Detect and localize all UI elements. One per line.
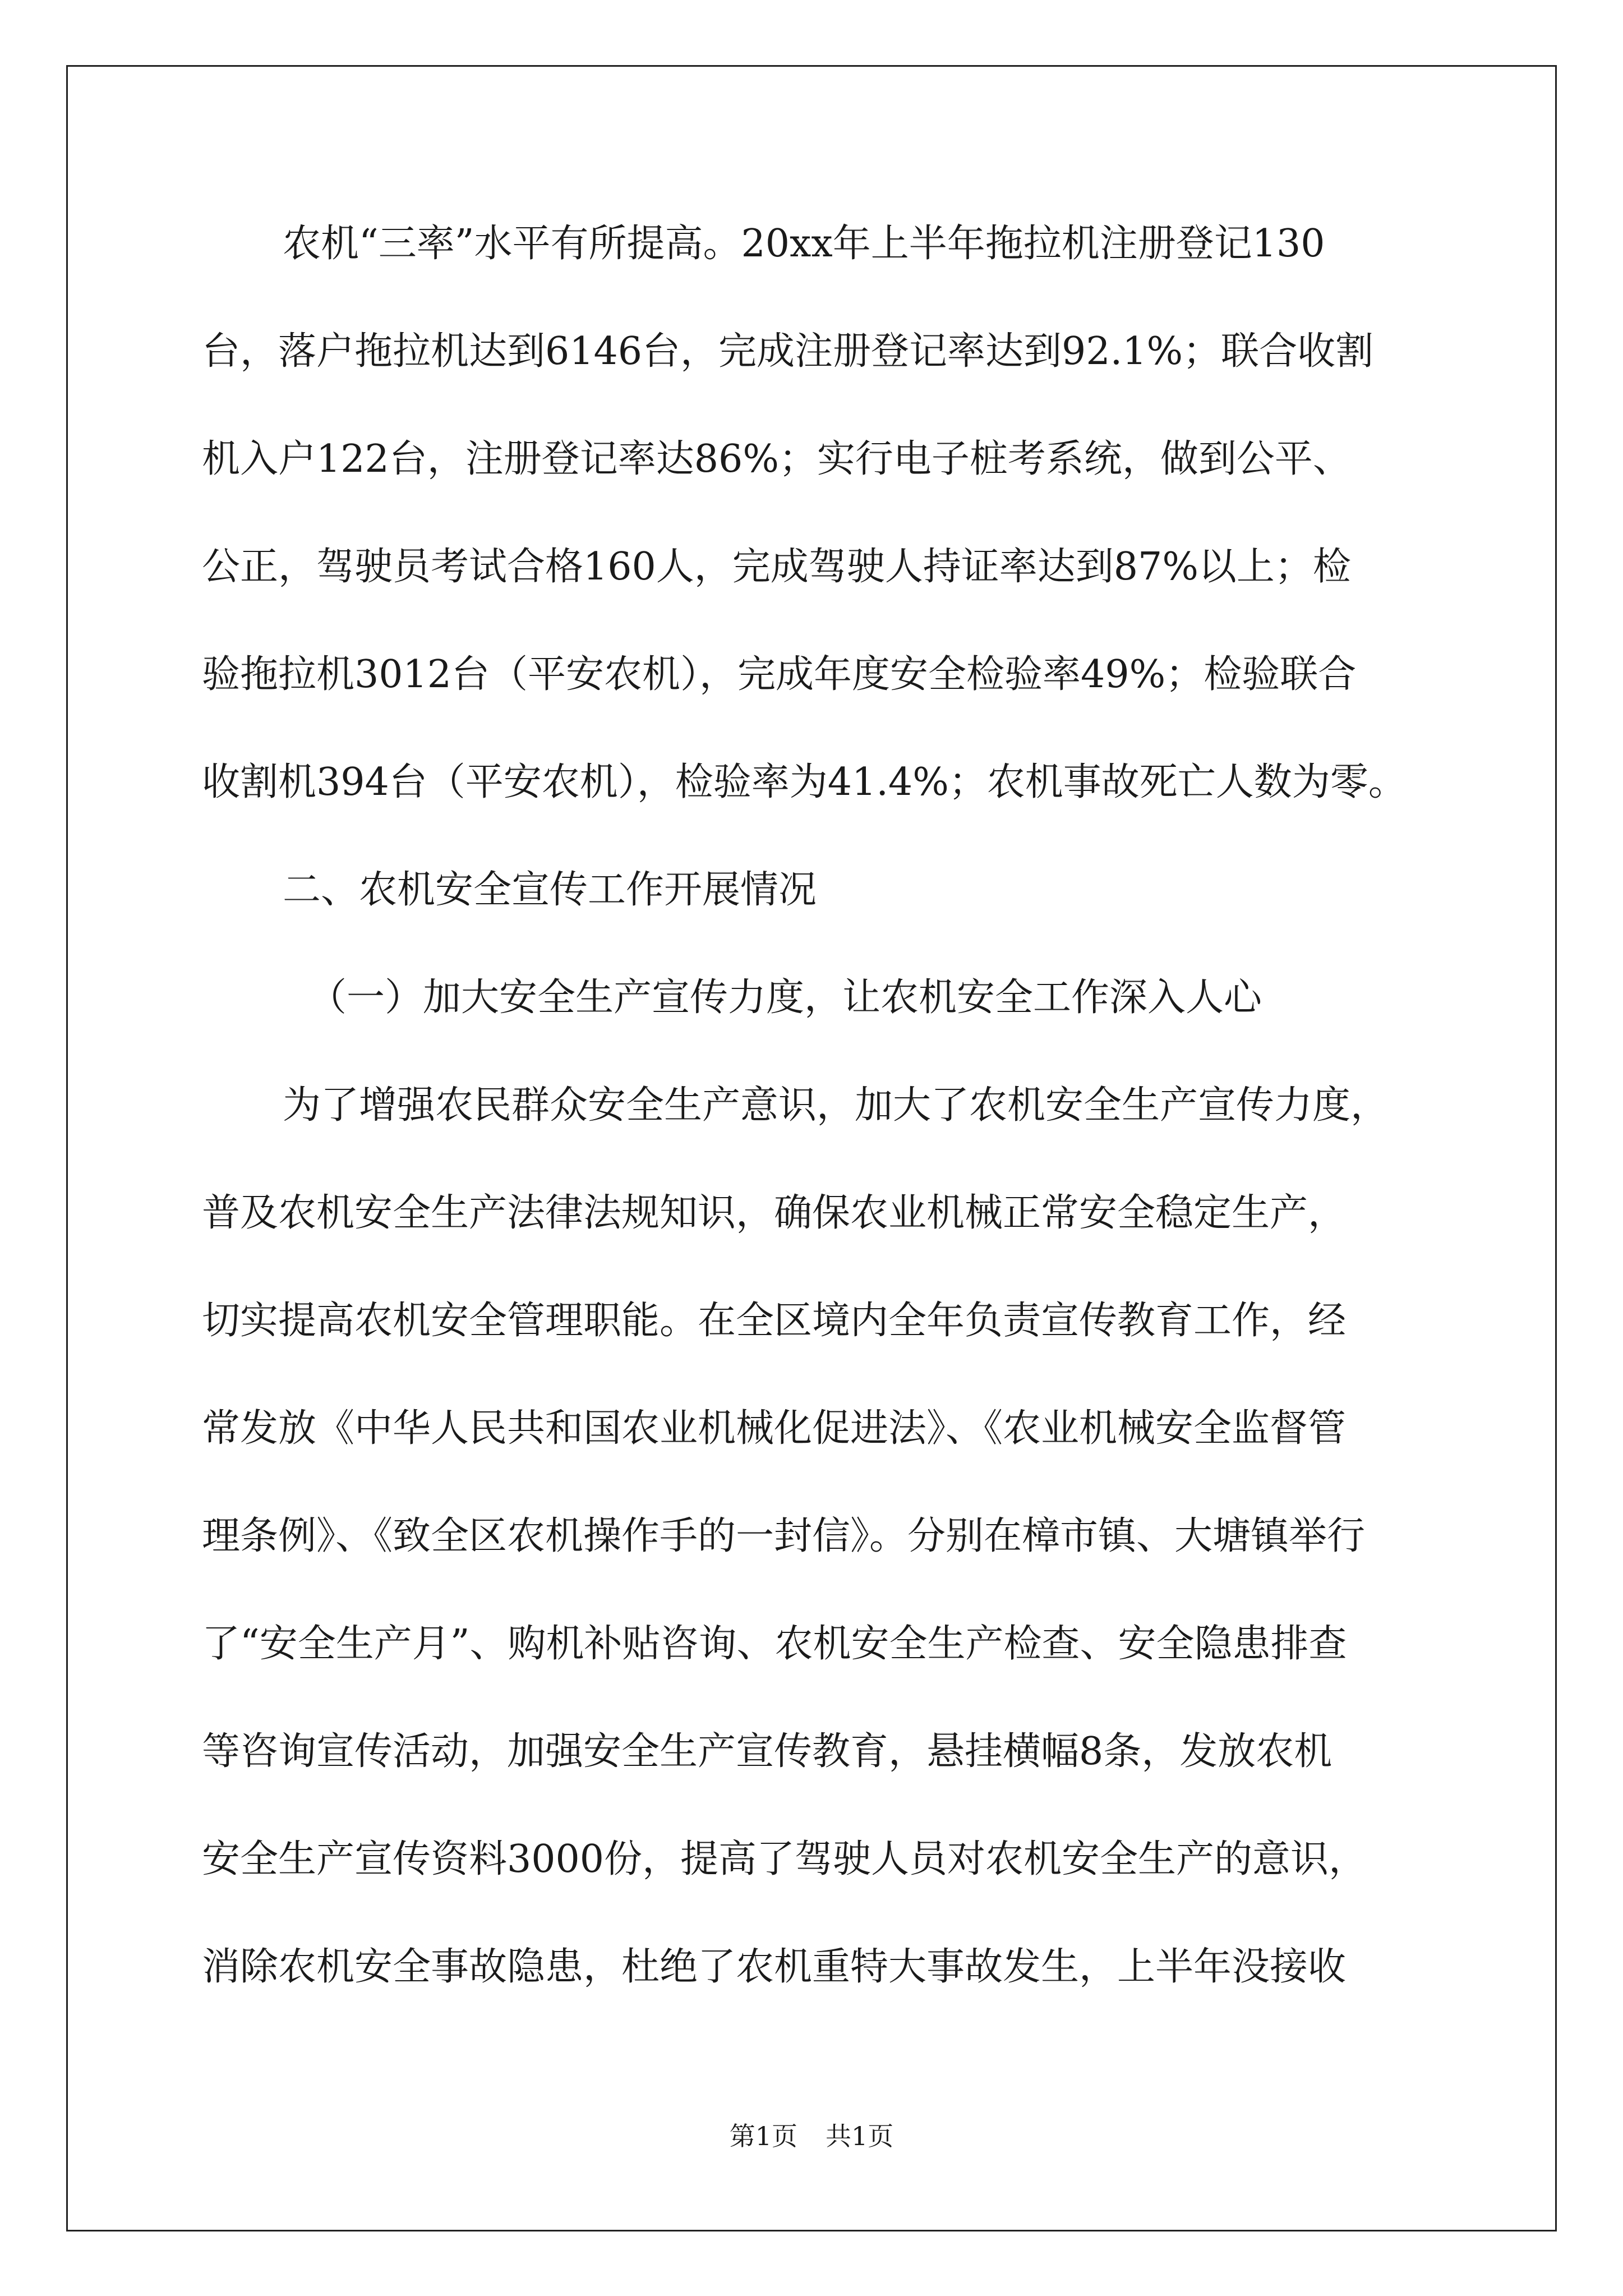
paragraph-line: 农机“三率”水平有所提高。20xx年上半年拖拉机注册登记130	[283, 222, 1325, 266]
paragraph-line: 了“安全生产月”、购机补贴咨询、农机安全生产检查、安全隐患排查	[202, 1622, 1347, 1666]
document-body	[202, 213, 1430, 2044]
paragraph-line: 收割机394台（平安农机），检验率为41.4%；农机事故死亡人数为零。	[202, 760, 1407, 804]
section-heading: 二、农机安全宣传工作开展情况	[283, 868, 817, 912]
paragraph-line: 消除农机安全事故隐患，杜绝了农机重特大事故发生，上半年没接收	[202, 1945, 1347, 1989]
page-footer	[0, 2119, 1623, 2153]
page-number: 第1页	[729, 2121, 797, 2151]
paragraph-line: 为了增强农民群众安全生产意识，加大了农机安全生产宣传力度，	[283, 1083, 1389, 1128]
paragraph-line: 普及农机安全生产法律法规知识，确保农业机械正常安全稳定生产，	[202, 1191, 1347, 1235]
subsection-heading: （一）加大安全生产宣传力度，让农机安全工作深入人心	[308, 976, 1262, 1020]
paragraph-line: 安全生产宣传资料3000份，提高了驾驶人员对农机安全生产的意识，	[202, 1837, 1367, 1881]
paragraph-line: 常发放《中华人民共和国农业机械化促进法》、《农业机械安全监督管	[202, 1406, 1347, 1451]
page-total: 共1页	[826, 2121, 894, 2151]
paragraph-line: 机入户122台，注册登记率达86%；实行电子桩考系统，做到公平、	[202, 437, 1351, 481]
paragraph-line: 等咨询宣传活动，加强安全生产宣传教育，悬挂横幅8条，发放农机	[202, 1729, 1332, 1774]
paragraph-line: 切实提高农机安全管理职能。在全区境内全年负责宣传教育工作，经	[202, 1299, 1347, 1343]
paragraph-line: 验拖拉机3012台（平安农机），完成年度安全检验率49%；检验联合	[202, 652, 1357, 697]
paragraph-line: 理条例》、《致全区农机操作手的一封信》。分别在樟市镇、大塘镇举行	[202, 1514, 1366, 1558]
paragraph-line: 公正，驾驶员考试合格160人，完成驾驶人持证率达到87%以上；检	[202, 545, 1351, 589]
paragraph-line: 台，落户拖拉机达到6146台，完成注册登记率达到92.1%；联合收割	[202, 329, 1374, 374]
